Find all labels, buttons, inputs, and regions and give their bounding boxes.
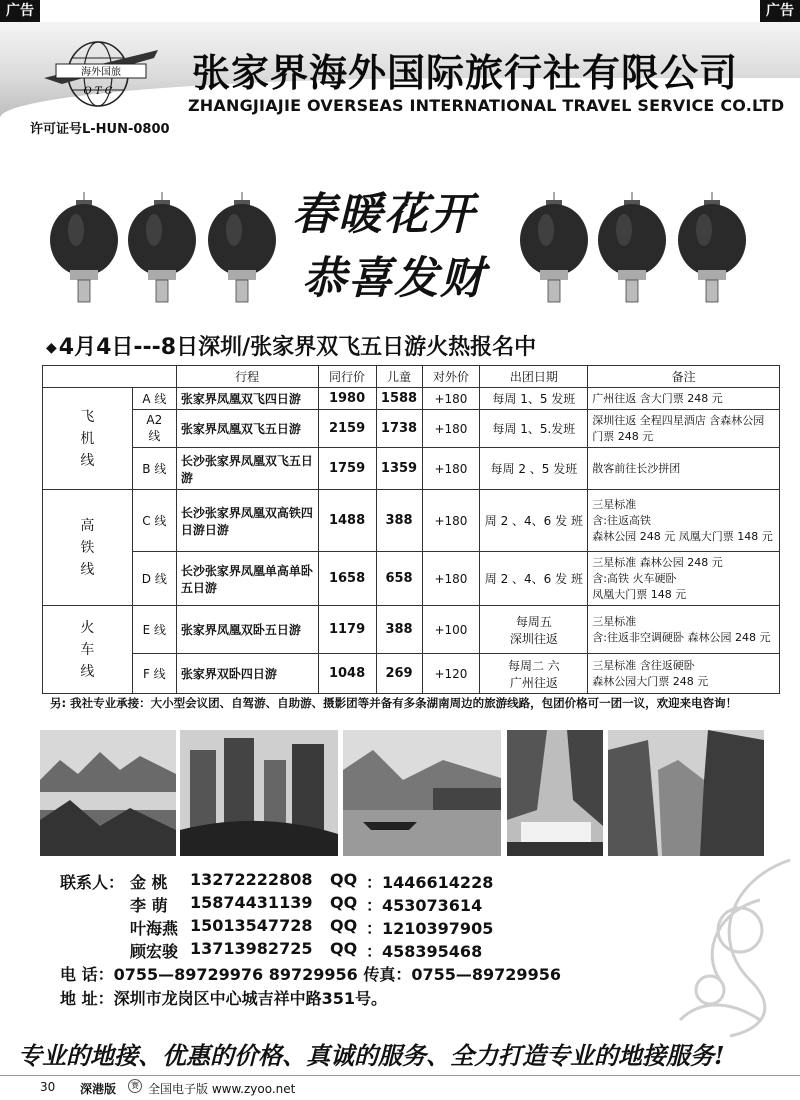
contact-phone: 13713982725: [190, 939, 313, 958]
page-number: 30: [40, 1080, 56, 1094]
child-price: 388: [376, 490, 422, 552]
peer-price: 1759: [318, 448, 376, 490]
group-name: 火 车 线: [43, 606, 133, 694]
table-row: [43, 654, 780, 694]
table-row: [43, 606, 780, 654]
external-price: +180: [422, 388, 480, 410]
svg-text:海外国旅: 海外国旅: [81, 67, 121, 78]
departure-date: 周 2 、4、6 发 班: [480, 552, 588, 606]
peer-price: 1658: [318, 552, 376, 606]
table-header-cell: 儿童: [376, 366, 422, 388]
qq-number: ：1210397905: [366, 919, 494, 938]
table-header-blank: [43, 366, 177, 388]
table-header-cell: 备注: [588, 366, 780, 388]
scenery-photo-stone-pillars: [180, 730, 338, 856]
table-row: [43, 490, 780, 552]
remark: 三星标准 含:往返高铁 森林公园 248 元 凤凰大门票 148 元: [588, 490, 780, 552]
footer-slogan: 专业的地接、优惠的价格、真诚的服务、全力打造专业的地接服务!: [18, 1041, 725, 1070]
service-note: 另: 我社专业承接：大小型会议团、自驾游、自助游、摄影团等并备有多条湖南周边的旅游线路，包团价格可一团一议，欢迎来电咨询！: [50, 696, 738, 710]
group-name: 高 铁 线: [43, 490, 133, 606]
line-code: C 线: [132, 490, 176, 552]
table-row: [43, 410, 780, 448]
diamond-bullet-icon: ◆: [46, 340, 57, 356]
peer-price: 1980: [318, 388, 376, 410]
remark: 散客前往长沙拼团: [588, 448, 780, 490]
departure-date: 每周二 六 广州往返: [480, 654, 588, 694]
route-name: 张家界双卧四日游: [176, 654, 318, 694]
lantern-icon: [676, 192, 748, 304]
external-price: +180: [422, 490, 480, 552]
remark: 三星标准 含往返硬卧 森林公园大门票 248 元: [588, 654, 780, 694]
ad-label-left: 广告: [0, 0, 40, 22]
external-price: +180: [422, 552, 480, 606]
external-price: +120: [422, 654, 480, 694]
table-header-row: [43, 366, 780, 388]
departure-date: 每周 2 、5 发班: [480, 448, 588, 490]
external-price: +180: [422, 410, 480, 448]
table-row: [43, 552, 780, 606]
qq-number: ：1446614228: [366, 873, 494, 892]
qq-number: ：453073614: [366, 896, 483, 915]
route-name: 长沙张家界凤凰双飞五日游: [176, 448, 318, 490]
contacts-label: 联系人：: [60, 873, 125, 892]
external-price: +180: [422, 448, 480, 490]
scenery-photo-river-town: [343, 730, 501, 856]
child-price: 658: [376, 552, 422, 606]
remark: 三星标准 含:往返非空调硬卧 森林公园 248 元: [588, 606, 780, 654]
departure-date: 周 2 、4、6 发 班: [480, 490, 588, 552]
qq-number: ：458395468: [366, 942, 483, 961]
svg-text:O T C: O T C: [83, 86, 113, 97]
departure-date: 每周 1、5.发班: [480, 410, 588, 448]
footer-bar: [0, 1075, 800, 1100]
route-name: 张家界凤凰双卧五日游: [176, 606, 318, 654]
peer-price: 1048: [318, 654, 376, 694]
child-price: 269: [376, 654, 422, 694]
spring-banner: [40, 172, 760, 312]
banner-slogan-1: 春暖花开: [292, 189, 476, 240]
lantern-icon: [206, 192, 278, 304]
lantern-icon: [48, 192, 120, 304]
peer-price: 1488: [318, 490, 376, 552]
remark: 深圳往返 全程四星酒店 含森林公园门票 248 元: [588, 410, 780, 448]
line-code: A2 线: [132, 410, 176, 448]
child-price: 388: [376, 606, 422, 654]
table-row: [43, 448, 780, 490]
departure-date: 每周 1、5 发班: [480, 388, 588, 410]
contact-name: 顾宏骏: [130, 942, 179, 961]
group-name: 飞 机 线: [43, 388, 133, 490]
contact-phone: 15874431139: [190, 893, 313, 912]
table-header-cell: 对外价: [422, 366, 480, 388]
child-price: 1738: [376, 410, 422, 448]
table-header-cell: 出团日期: [480, 366, 588, 388]
route-name: 张家界凤凰双飞四日游: [176, 388, 318, 410]
line-code: B 线: [132, 448, 176, 490]
lantern-icon: [126, 192, 198, 304]
lantern-icon: [596, 192, 668, 304]
floral-decoration-icon: [560, 840, 800, 1040]
banner-slogan-2: 恭喜发财: [302, 253, 486, 304]
route-name: 长沙张家界凤凰双高铁四日游日游: [176, 490, 318, 552]
remark: 三星标准 森林公园 248 元 含:高铁 火车硬卧 凤凰大门票 148 元: [588, 552, 780, 606]
table-header-cell: 行程: [176, 366, 318, 388]
child-price: 1588: [376, 388, 422, 410]
departure-date: 每周五 深圳往返: [480, 606, 588, 654]
table-header-cell: 同行价: [318, 366, 376, 388]
company-name-cn: 张家界海外国际旅行社有限公司: [192, 51, 739, 95]
edition-link[interactable]: 全国电子版 www.zyoo.net: [148, 1082, 296, 1096]
scenery-photo-waterfall: [507, 730, 603, 856]
scenery-photo-canyon: [608, 730, 764, 856]
tour-heading-text: 4月4日---8日深圳/张家界双飞五日游火热报名中: [58, 335, 537, 360]
qq-label: QQ: [330, 939, 358, 958]
contact-phone: 13272222808: [190, 870, 313, 889]
contact-name: 叶海燕: [130, 919, 179, 938]
phone-fax-line: 电 话：0755—89729976 89729956 传真：0755—89729956: [60, 965, 561, 984]
table-row: [43, 388, 780, 410]
contact-name: 李 萌: [130, 896, 168, 915]
contact-name: 金 桃: [130, 873, 168, 892]
license-number: 许可证号L-HUN-0800: [30, 122, 170, 137]
line-code: E 线: [132, 606, 176, 654]
qq-label: QQ: [330, 870, 358, 889]
route-name: 长沙张家界凤凰单高单卧五日游: [176, 552, 318, 606]
edition-label: 深港版: [80, 1082, 117, 1096]
lantern-icon: [518, 192, 590, 304]
line-code: F 线: [132, 654, 176, 694]
company-name-en: ZHANGJIAJIE OVERSEAS INTERNATIONAL TRAVEL SERVICE CO.LTD: [188, 96, 785, 115]
line-code: D 线: [132, 552, 176, 606]
address-line: 地 址：深圳市龙岗区中心城吉祥中路351号。: [60, 989, 387, 1008]
peer-price: 2159: [318, 410, 376, 448]
tour-price-table: [42, 365, 780, 694]
scenery-photo-mist-peaks: [40, 730, 176, 856]
otc-logo-icon: [42, 34, 160, 110]
ad-label-right: 广告: [760, 0, 800, 22]
remark: 广州往返 含大门票 248 元: [588, 388, 780, 410]
tour-heading: [46, 330, 536, 361]
external-price: +100: [422, 606, 480, 654]
line-code: A 线: [132, 388, 176, 410]
child-price: 1359: [376, 448, 422, 490]
qq-label: QQ: [330, 893, 358, 912]
edition-badge-icon: 赛: [128, 1079, 142, 1093]
contact-phone: 15013547728: [190, 916, 313, 935]
peer-price: 1179: [318, 606, 376, 654]
route-name: 张家界凤凰双飞五日游: [176, 410, 318, 448]
qq-label: QQ: [330, 916, 358, 935]
